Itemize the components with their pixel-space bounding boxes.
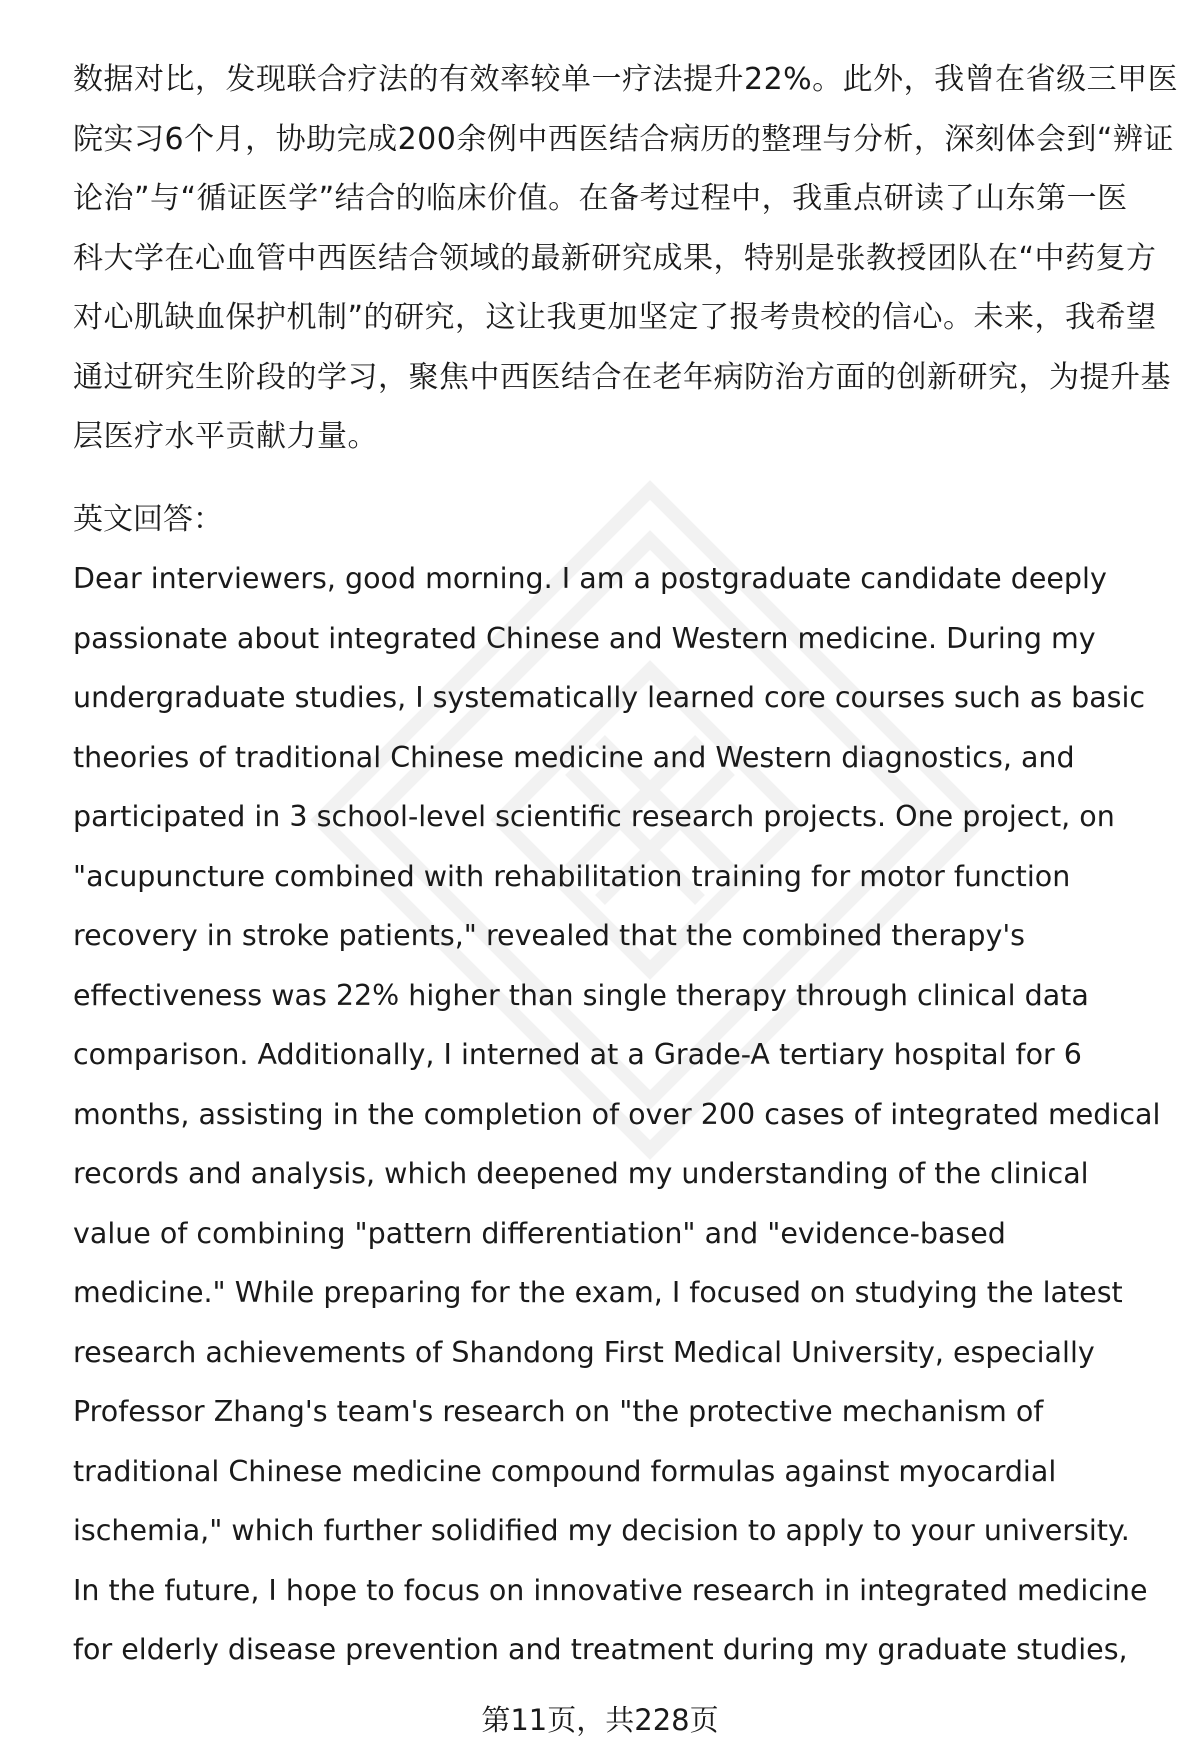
text-line: passionate about integrated Chinese and Western medicine. During my xyxy=(73,621,1096,655)
text-line: 论治”与“循证医学”结合的临床价值。在备考过程中，我重点研读了山东第一医 xyxy=(73,181,1128,216)
text-line: effectiveness was 22% higher than single therapy through clinical data xyxy=(73,978,1089,1012)
text-line: recovery in stroke patients," revealed that the combined therapy's xyxy=(73,919,1026,952)
text-line: records and analysis, which deepened my understanding of the clinical xyxy=(73,1157,1089,1190)
text-line: In the future, I hope to focus on innovative research in integrated medicine xyxy=(73,1573,1148,1607)
text-line: 院实习6个月，协助完成200余例中西医结合病历的整理与分析，深刻体会到“辨证 xyxy=(73,121,1174,157)
text-line: participated in 3 school-level scientific research projects. One project, on xyxy=(73,800,1115,833)
text-line: value of combining "pattern differentiation" and "evidence-based xyxy=(73,1216,1006,1250)
page-number-footer: 第11页，共228页 xyxy=(481,1703,719,1737)
text-line: Dear interviewers, good morning. I am a postgraduate candidate deeply xyxy=(73,562,1107,595)
main-content xyxy=(73,50,1179,1680)
text-line: theories of traditional Chinese medicine and Western diagnostics, and xyxy=(73,740,1075,774)
text-line: research achievements of Shandong First Medical University, especially xyxy=(73,1335,1095,1369)
text-line: comparison. Additionally, I interned at a Grade-A tertiary hospital for 6 xyxy=(73,1038,1082,1071)
text-line: 科大学在心血管中西医结合领域的最新研究成果，特别是张教授团队在“中药复方 xyxy=(73,240,1157,276)
text-line: 通过研究生阶段的学习，聚焦中西医结合在老年病防治方面的创新研究，为提升基 xyxy=(73,359,1171,395)
text-line: for elderly disease prevention and treatment during my graduate studies, xyxy=(73,1633,1128,1666)
text-line: 对心肌缺血保护机制”的研究，这让我更加坚定了报考贵校的信心。未来，我希望 xyxy=(73,300,1157,335)
text-line: medicine." While preparing for the exam, I focused on studying the latest xyxy=(73,1276,1123,1309)
text-line: 层医疗水平贡献力量。 xyxy=(73,419,378,454)
chinese-answer-paragraph xyxy=(73,50,1179,467)
english-answer-paragraph xyxy=(73,549,1161,1680)
text-line: months, assisting in the completion of over 200 cases of integrated medical xyxy=(73,1097,1161,1131)
text-line: 数据对比，发现联合疗法的有效率较单一疗法提升22%。此外，我曾在省级三甲医 xyxy=(73,62,1179,97)
text-line: ischemia," which further solidified my decision to apply to your university. xyxy=(73,1514,1130,1547)
english-answer-label: 英文回答： xyxy=(73,501,223,537)
text-line: traditional Chinese medicine compound formulas against myocardial xyxy=(73,1454,1057,1488)
text-line: "acupuncture combined with rehabilitation training for motor function xyxy=(73,859,1071,893)
text-line: undergraduate studies, I systematically learned core courses such as basic xyxy=(73,681,1146,714)
text-line: Professor Zhang's team's research on "the protective mechanism of xyxy=(73,1395,1044,1428)
